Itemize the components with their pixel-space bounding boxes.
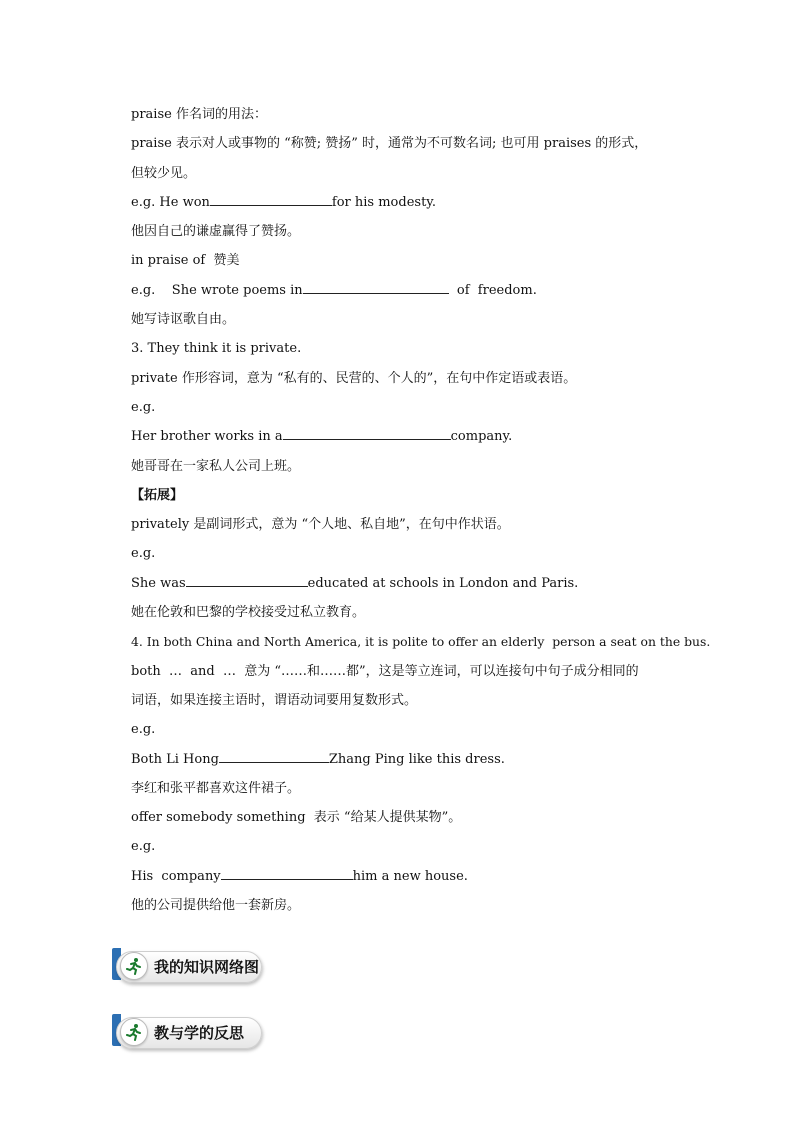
text-line: e.g.	[131, 839, 156, 855]
runner-icon	[120, 952, 148, 980]
example-text: Both Li Hong	[131, 751, 219, 767]
example-text: She was	[131, 575, 186, 591]
text-line: both … and … 意为 “……和……都”，这是等立连词，可以连接句中句子成分相同的	[131, 663, 639, 679]
runner-icon	[120, 1018, 148, 1046]
text-line: 他的公司提供给他一套新房。	[131, 898, 301, 914]
text-line: private 作形容词，意为 “私有的、民营的、个人的”，在句中作定语或表语。	[131, 370, 577, 386]
text-line: 词语，如果连接主语时，谓语动词要用复数形式。	[131, 692, 418, 708]
example-text: company.	[450, 429, 513, 445]
example-text: His company	[131, 868, 221, 884]
section-title: 3. They think it is private.	[131, 341, 302, 357]
text-line: 李红和张平都喜欢这件裙子。	[131, 780, 301, 796]
reflection-heading	[112, 1014, 262, 1052]
example-line	[131, 276, 671, 305]
example-text: e.g. He won	[131, 194, 210, 210]
example-text: educated at schools in London and Paris.	[307, 575, 579, 591]
text-line: praise 作名词的用法：	[131, 107, 267, 122]
example-text: for his modesty.	[331, 194, 437, 210]
heading-title: 我的知识网络图	[154, 958, 260, 976]
text-line: 他因自己的谦虚赢得了赞扬。	[131, 224, 301, 240]
example-line	[131, 862, 671, 891]
text-line: 她在伦敦和巴黎的学校接受过私立教育。	[131, 605, 366, 621]
example-text: e.g. She wrote poems in	[131, 282, 303, 298]
example-line	[131, 569, 671, 598]
example-text: Her brother works in a	[131, 429, 283, 445]
text-line: privately 是副词形式，意为 “个人地、私自地”，在句中作状语。	[131, 517, 510, 533]
section-title: 4. In both China and North America, it is polite to offer an elderly person a seat on the bus.	[131, 634, 711, 650]
text-line: 她写诗讴歌自由。	[131, 312, 236, 328]
example-text: him a new house.	[352, 868, 468, 884]
extension-label: 【拓展】	[131, 487, 184, 503]
text-line: offer somebody something 表示 “给某人提供某物”。	[131, 810, 462, 826]
text-line: e.g.	[131, 722, 156, 738]
knowledge-map-heading	[112, 948, 262, 986]
worksheet-body	[131, 100, 711, 920]
fill-blank[interactable]	[210, 193, 332, 206]
text-line: in praise of 赞美	[131, 253, 240, 269]
example-line	[131, 745, 671, 774]
fill-blank[interactable]	[219, 750, 329, 763]
fill-blank[interactable]	[186, 574, 308, 587]
heading-title: 教与学的反思	[154, 1024, 245, 1042]
text-line: 但较少见。	[131, 165, 197, 181]
example-line	[131, 422, 671, 451]
example-text: Zhang Ping like this dress.	[328, 751, 505, 767]
example-text: of freedom.	[448, 282, 537, 298]
text-line: 她哥哥在一家私人公司上班。	[131, 458, 301, 474]
text-line: e.g.	[131, 399, 156, 415]
text-line: praise 表示对人或事物的 “称赞; 赞扬” 时，通常为不可数名词; 也可用 praises 的形式，	[131, 136, 648, 152]
fill-blank[interactable]	[283, 427, 451, 440]
fill-blank[interactable]	[221, 867, 353, 880]
text-line: e.g.	[131, 546, 156, 562]
fill-blank[interactable]	[303, 281, 449, 294]
example-line	[131, 188, 671, 217]
